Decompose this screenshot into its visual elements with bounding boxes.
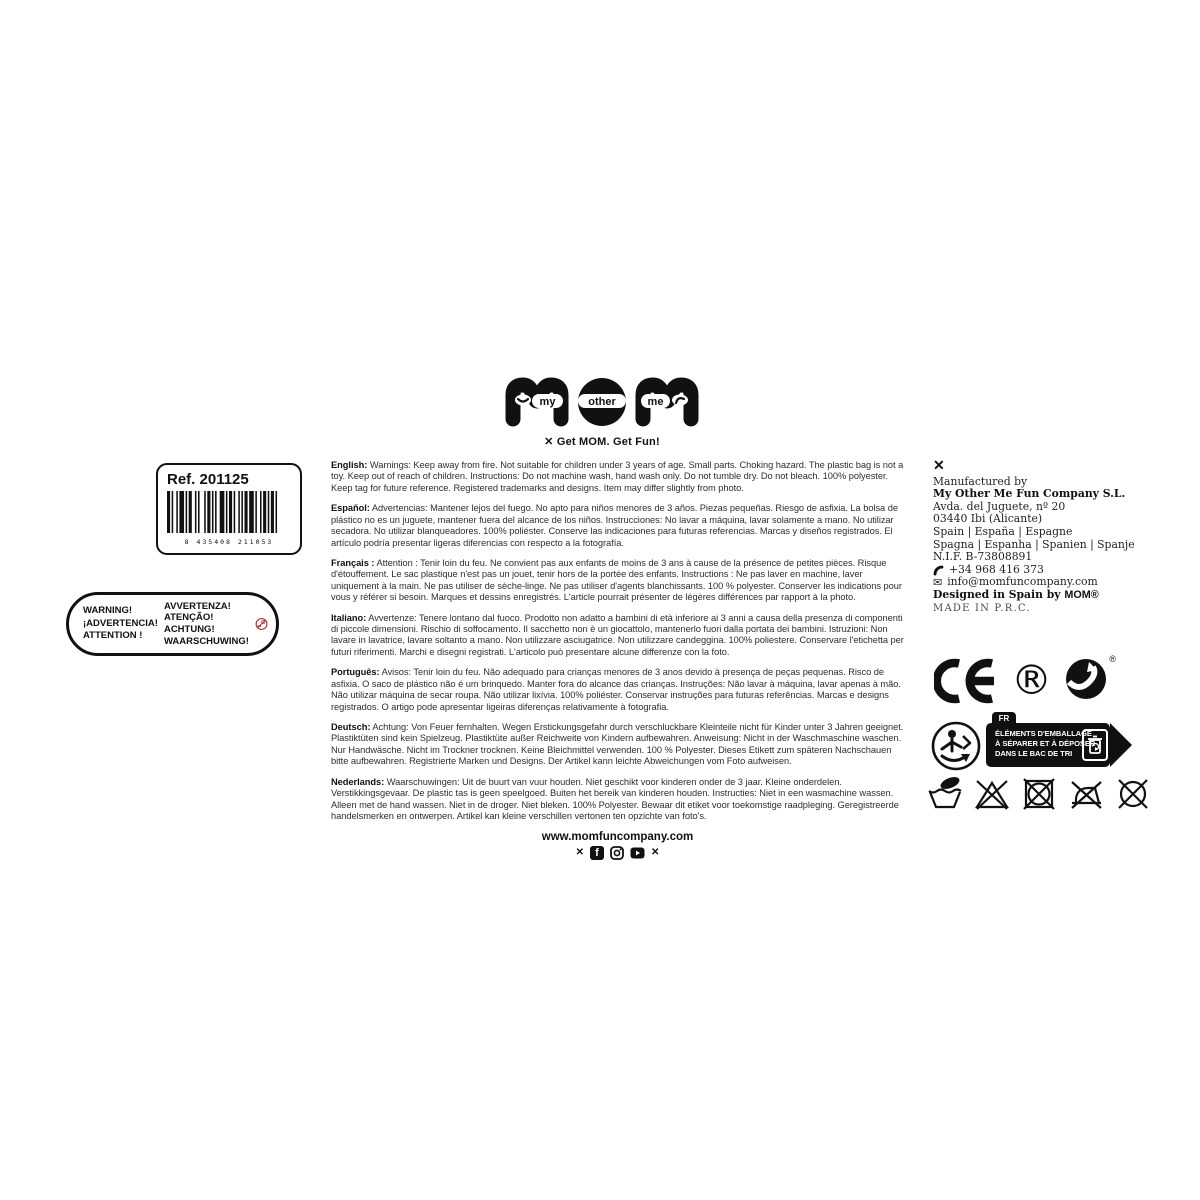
phone-icon bbox=[933, 565, 944, 576]
email-address: info@momfuncompany.com bbox=[947, 575, 1098, 589]
do-not-tumble-dry-icon bbox=[1020, 776, 1058, 812]
recycling-bin-box bbox=[1082, 729, 1108, 761]
logo-word-me: me bbox=[647, 396, 664, 408]
badge-arrow-point bbox=[1110, 723, 1132, 767]
multilingual-warnings bbox=[331, 460, 904, 860]
do-not-dry-clean-icon bbox=[1114, 776, 1152, 812]
youtube-icon bbox=[630, 847, 645, 859]
warning-spanish: ¡ADVERTENCIA! bbox=[83, 617, 158, 629]
paragraph-english bbox=[331, 460, 904, 494]
sorting-line-1: ÉLÉMENTS D'EMBALLAGE bbox=[995, 729, 1092, 738]
paragraph-french bbox=[331, 558, 904, 604]
manufacturer-info bbox=[933, 459, 1143, 615]
manufactured-by-label: Manufactured by bbox=[933, 474, 1028, 488]
x-brand-icon: ✕ bbox=[575, 847, 584, 859]
countries-line-1: Spain | España | Espagne bbox=[933, 524, 1073, 538]
lang-text: Warnings: Keep away from fire. Not suitable for children under 3 years of age. Small parts. Choking hazard. The plastic bag is not a toy. Keep out of reach of children. Instructions: Do not machine wash, hand wash only. Do not tumble dry. Do not bleach. 100% polyester. Keep tag for future reference. Registered trademarks and designs. Item may differ slightly from photo. bbox=[331, 460, 904, 493]
warning-col-1 bbox=[83, 605, 158, 643]
designed-line bbox=[933, 589, 1143, 602]
lang-text: Advertencias: Mantener lejos del fuego. No apto para niños menores de 3 años. Piezas pequeñas. Riesgo de asfixia. La bolsa de plástico no es un juguete, mantener fuera del alcance de los niños. Instrucciones: No lavar a máquina, lavar solamente a mano. No utilizar secadora. No utilizar blanqueadores. 100% poliéster. Conserve las indicaciones para futuras referencias. Marcas y diseños registrados. El artículo podría presentar ligeras diferencias con respecto a la fotografía. bbox=[331, 503, 898, 548]
warning-dutch: WAARSCHUWING! bbox=[163, 635, 249, 647]
paragraph-spanish bbox=[331, 503, 904, 549]
triman-icon bbox=[930, 720, 982, 772]
instagram-icon bbox=[610, 846, 624, 860]
fr-tab: FR bbox=[992, 712, 1016, 725]
green-dot-icon bbox=[1065, 658, 1107, 700]
triman-row bbox=[930, 712, 1140, 770]
sorting-line-3: DANS LE BAC DE TRI bbox=[995, 748, 1073, 758]
logo-word-my: my bbox=[539, 396, 556, 408]
age-range-label: 0-3 bbox=[257, 624, 262, 628]
age-0-3-prohibition-icon bbox=[255, 601, 268, 647]
reference-number: Ref. 201125 bbox=[167, 471, 249, 488]
lang-label: Nederlands: bbox=[331, 776, 385, 787]
lang-text: Avisos: Tenir loin du feu. Não adequado para crianças menores de 3 anos devido à presença de peças pequenas. Risco de asfixia. O saco de plástico não é um brinquedo. Manter fora do alcance das crianças. Instruções: Não lavar à máquina, lavar apenas à mão. Não utilizar máquina de secar roupa. Não utilizar lixívia. 100% poliéster. Conservar instruções para futuras referências. Marcas e designs registrados. O artigo pode apresentar ligeiras diferenças relativamente à fotografia. bbox=[331, 667, 901, 712]
warning-portuguese: ATENÇÃO! bbox=[163, 612, 214, 624]
website-url: www.momfuncompany.com bbox=[541, 831, 694, 844]
ce-mark-icon bbox=[934, 658, 998, 704]
warning-col-2 bbox=[164, 601, 249, 647]
do-not-iron-icon bbox=[1067, 776, 1105, 812]
lang-text: Waarschuwingen: Uit de buurt van vuur houden. Niet geschikt voor kinderen onder de 3 jaar. Kleine onderdelen. Verstikkingsgevaar. De plastic tas is geen speelgoed. Buiten het bereik van kinderen houden. Instructies: Niet in een wasmachine wassen. Alleen met de hand wassen. Niet in de droger. Niet bleken. 100% Polyester. Bewaar dit etiket voor toekomstige raadpleging. Geregistreerde handelsmerken en ontwerpen. Artikel kan kleine verschillen vertonen ten opzichte van foto's. bbox=[331, 776, 899, 821]
recycling-bin-icon bbox=[1087, 735, 1103, 755]
sorting-instructions-text bbox=[995, 729, 1095, 759]
sorting-line-2: À SÉPARER ET À DÉPOSER bbox=[995, 738, 1096, 748]
paragraph-german bbox=[331, 722, 904, 768]
lang-label: Français : bbox=[331, 557, 375, 568]
green-dot-wrap bbox=[1065, 654, 1116, 705]
barcode-box bbox=[156, 463, 302, 555]
address-line-2: 03440 Ibi (Alicante) bbox=[933, 512, 1043, 526]
company-name: My Other Me Fun Company S.L. bbox=[933, 487, 1126, 501]
lang-label: English: bbox=[331, 460, 368, 470]
paragraph-italian bbox=[331, 613, 904, 659]
logo-word-other: other bbox=[588, 396, 616, 408]
designed-brand: MOM® bbox=[1064, 588, 1099, 601]
warning-french: ATTENTION ! bbox=[83, 630, 143, 642]
lang-label: Italiano: bbox=[331, 612, 367, 623]
mom-logo-icon bbox=[502, 374, 702, 428]
barcode-icon bbox=[167, 491, 293, 533]
address-line-1: Avda. del Juguete, nº 20 bbox=[933, 499, 1066, 513]
lang-text: Attention : Tenir loin du feu. Ne convient pas aux enfants de moins de 3 ans à cause de la présence de petites pièces. Risque d'étouffement. Le sac plastique n'est pas un jouet, tenir hors de la portée des enfants. Instructions : Ne pas laver en machine, laver uniquement à la main. Ne pas utiliser de sèche-linge. Ne pas utiliser d'agents blanchissants. 100 % polyester. Conserver les indications pour vous y référer si besoin. Marques et dessins enregistrés. L'article pourrait présenter de légères différences par rapport à la photo. bbox=[331, 557, 902, 603]
lang-label: Español: bbox=[331, 503, 370, 514]
facebook-icon: f bbox=[590, 846, 604, 860]
lang-text: Achtung: Von Feuer fernhalten. Wegen Erstickungsgefahr durch verschluckbare Kleinteile nicht für Kinder unter 3 Jahren geeignet. Plastiktüten sind kein Spielzeug. Plastiktüte außer Reichweite von Kindern aufbewahren. Anweisung: Nicht in der Waschmaschine waschen. Nur Handwäsche. Nicht im Trockner trocknen. Keine Bleichmittel verwenden. 100 % Polyester. Dieses Etikett zum späteren Nachschauen bitte aufbewahren. Registrierte Marken und Designs. Der Artikel kann leichte Abweichungen vom Foto aufweisen. bbox=[331, 722, 904, 767]
warning-english: WARNING! bbox=[83, 604, 133, 616]
envelope-icon: ✉ bbox=[933, 575, 943, 589]
paragraph-portuguese bbox=[331, 667, 904, 713]
phone-number: +34 968 416 373 bbox=[949, 562, 1044, 576]
made-in-label: MADE IN P.R.C. bbox=[933, 602, 1031, 614]
x-brand-icon: ✕ bbox=[651, 847, 660, 859]
warning-italian: AVVERTENZA! bbox=[163, 600, 231, 612]
barcode-digits: 8 435408 211053 bbox=[184, 538, 274, 546]
x-brand-icon: ✕ bbox=[933, 457, 945, 473]
mom-logo bbox=[502, 374, 702, 448]
tax-id: N.I.F. B-73808891 bbox=[933, 550, 1033, 564]
lang-label: Português: bbox=[331, 667, 380, 678]
hand-wash-icon bbox=[926, 776, 964, 812]
registered-trademark-icon: ® bbox=[1011, 656, 1052, 704]
paragraph-dutch bbox=[331, 777, 904, 823]
logo-tagline: ✕ Get MOM. Get Fun! bbox=[544, 436, 660, 448]
compliance-marks-row bbox=[934, 654, 1116, 705]
designed-prefix: Designed in Spain by bbox=[933, 587, 1065, 601]
green-dot-registered: ® bbox=[1109, 654, 1116, 664]
lang-text: Avvertenze: Tenere lontano dal fuoco. Prodotto non adatto a bambini di età inferiore ai 3 anni a causa della presenza di componenti di piccole dimensioni. Rischio di soffocamento. Il sacchetto non è un giocattolo, mantenerlo fuori dalla portata dei bambini. Istruzioni: Non lavare in lavatrice, lavare soltanto a mano. Non utilizzare asciugatrice. Non utilizzare candeggina. 100% poliestere. Conservare l'etichetta per futuri riferimenti. Marchi e disegni registrati. L'articolo può presentare alcune differenze con la foto. bbox=[331, 612, 904, 657]
do-not-bleach-icon bbox=[973, 776, 1011, 812]
age-warning-box bbox=[66, 592, 279, 656]
warning-german: ACHTUNG! bbox=[163, 624, 215, 635]
social-icons-row bbox=[331, 846, 904, 860]
care-symbols-row bbox=[926, 776, 1152, 812]
lang-label: Deutsch: bbox=[331, 722, 371, 733]
countries-line-2: Spagna | Espanha | Spanien | Spanje bbox=[933, 537, 1135, 551]
